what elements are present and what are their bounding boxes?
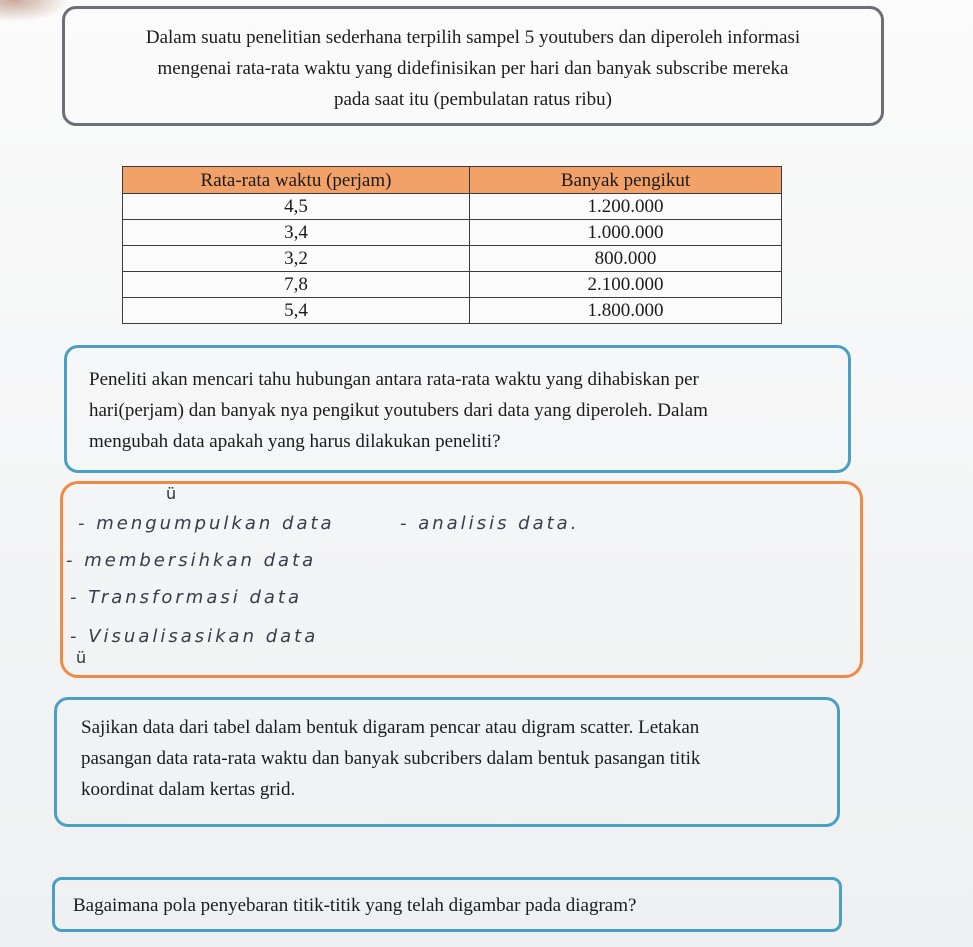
smiley-doodle: ü: [166, 484, 177, 503]
cell-pengikut: 800.000: [470, 246, 782, 272]
answer-item-membersihkan: - membersihkan data: [66, 550, 317, 571]
intro-text-box: [62, 6, 884, 126]
cell-waktu: 3,2: [123, 246, 470, 272]
final-question-box: [52, 877, 842, 932]
instruction-line-2: pasangan data rata-rata waktu dan banyak subcribers dalam bentuk pasangan titik: [81, 748, 701, 769]
answer-item-transformasi: - Transformasi data: [70, 587, 302, 608]
cell-pengikut: 1.200.000: [470, 194, 782, 220]
question-line-3: mengubah data apakah yang harus dilakukan peneliti?: [89, 431, 501, 452]
header-rata-rata-waktu: Rata-rata waktu (perjam): [123, 167, 470, 194]
cell-waktu: 5,4: [123, 298, 470, 324]
table-row: [123, 272, 782, 298]
answer-item-analisis: - analisis data.: [400, 513, 580, 534]
question-line-1: Peneliti akan mencari tahu hubungan antara rata-rata waktu yang dihabiskan per: [89, 369, 699, 390]
header-banyak-pengikut: Banyak pengikut: [470, 167, 782, 194]
answer-item-visualisasikan: - Visualisasikan data: [70, 626, 319, 647]
data-table: [122, 166, 782, 324]
final-question-text: Bagaimana pola penyebaran titik-titik yang telah digambar pada diagram?: [73, 895, 637, 916]
table-row: [123, 246, 782, 272]
table-row: [123, 220, 782, 246]
cell-pengikut: 1.800.000: [470, 298, 782, 324]
cell-pengikut: 1.000.000: [470, 220, 782, 246]
instruction-line-1: Sajikan data dari tabel dalam bentuk digaram pencar atau digram scatter. Letakan: [81, 717, 700, 738]
photo-corner-shadow: [0, 0, 70, 22]
intro-line-1: Dalam suatu penelitian sederhana terpilih sampel 5 youtubers dan diperoleh informasi: [145, 27, 801, 48]
cell-waktu: 3,4: [123, 220, 470, 246]
cell-waktu: 4,5: [123, 194, 470, 220]
question-line-2: hari(perjam) dan banyak nya pengikut youtubers dari data yang diperoleh. Dalam: [89, 400, 708, 421]
instruction-box: [54, 697, 840, 827]
table-row: [123, 194, 782, 220]
question-box: [64, 345, 851, 473]
table-header-row: [123, 167, 782, 194]
intro-line-3: pada saat itu (pembulatan ratus ribu): [333, 89, 613, 110]
answer-item-mengumpulkan: - mengumpulkan data: [78, 513, 335, 534]
intro-line-2: mengenai rata-rata waktu yang didefinisikan per hari dan banyak subscribe mereka: [157, 58, 789, 79]
cell-waktu: 7,8: [123, 272, 470, 298]
cell-pengikut: 2.100.000: [470, 272, 782, 298]
table-row: [123, 298, 782, 324]
smiley-doodle: ü: [76, 648, 87, 667]
instruction-line-3: koordinat dalam kertas grid.: [81, 779, 296, 800]
handwritten-answer-box: [60, 481, 863, 678]
